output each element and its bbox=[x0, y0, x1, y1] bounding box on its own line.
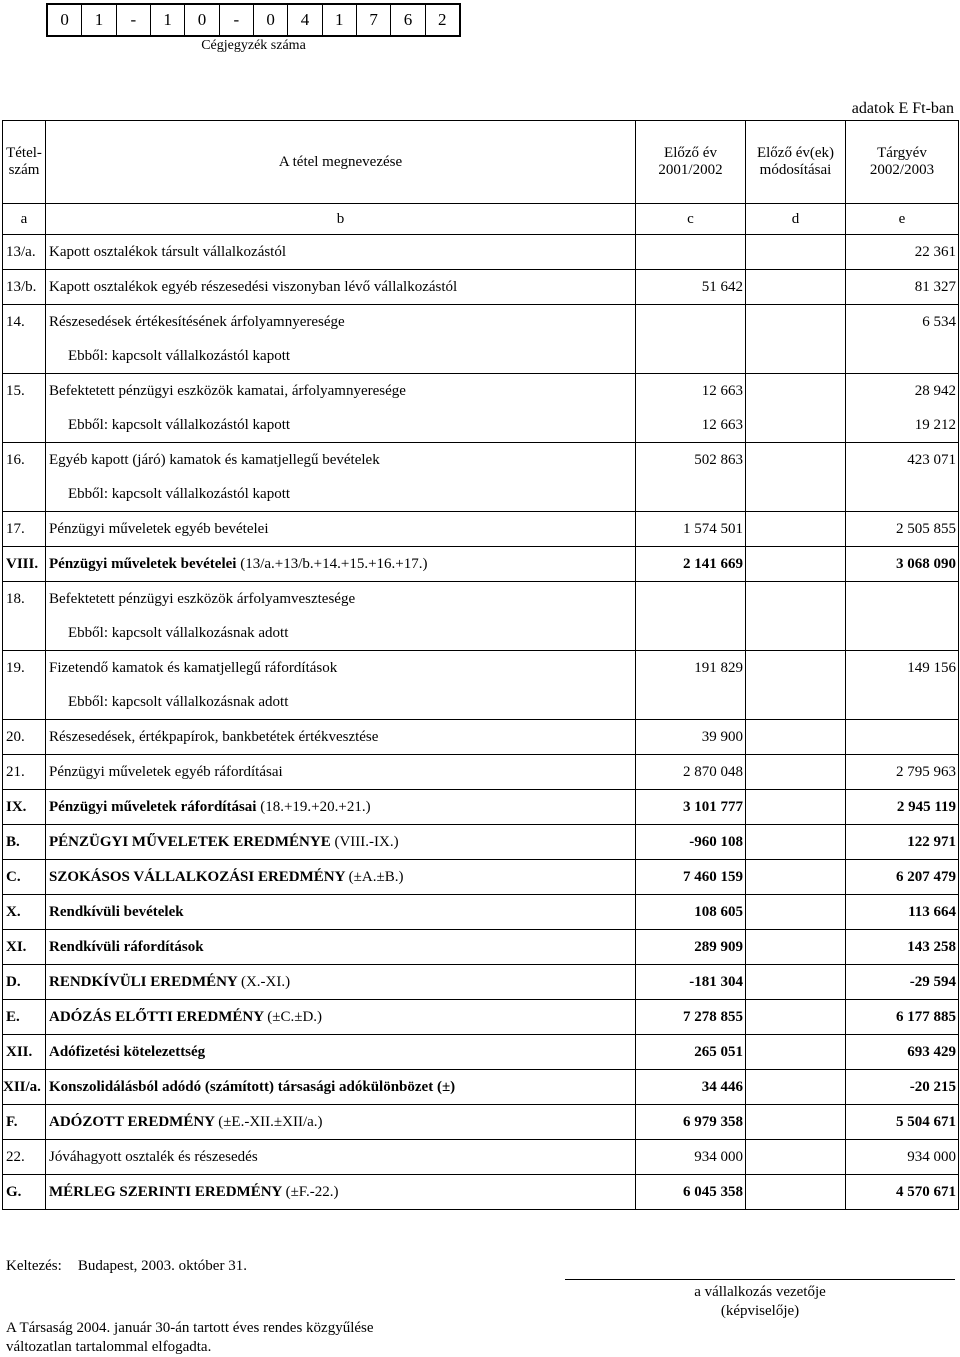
row-name-text: Kapott osztalékok társult vállalkozástól bbox=[49, 243, 287, 260]
row-name-text: Ebből: kapcsolt vállalkozásnak adott bbox=[68, 693, 289, 710]
row-value-mod bbox=[746, 1070, 846, 1105]
row-value-mod bbox=[746, 685, 846, 720]
table-row bbox=[3, 895, 959, 930]
row-name-text: Részesedések értékesítésének árfolyamnyeresége bbox=[49, 313, 345, 330]
table-header-row bbox=[3, 121, 959, 204]
column-letter: b bbox=[46, 204, 636, 235]
column-letter: a bbox=[3, 204, 46, 235]
row-name bbox=[46, 685, 636, 720]
row-value-curr: 149 156 bbox=[846, 651, 959, 686]
row-value-curr: 81 327 bbox=[846, 270, 959, 305]
table-row bbox=[3, 1070, 959, 1105]
row-name-text: MÉRLEG SZERINTI EREDMÉNY bbox=[49, 1183, 282, 1200]
row-code: F. bbox=[3, 1105, 46, 1140]
table-row bbox=[3, 512, 959, 547]
row-name bbox=[46, 860, 636, 895]
registry-digit: 6 bbox=[391, 5, 425, 35]
row-value-prev: 12 663 bbox=[636, 408, 746, 443]
financial-table bbox=[2, 120, 959, 1210]
row-name bbox=[46, 374, 636, 409]
row-formula: (±C.±D.) bbox=[267, 1008, 323, 1025]
row-code: 16. bbox=[3, 443, 46, 478]
header-previous-year: Előző év 2001/2002 bbox=[636, 121, 746, 204]
row-name bbox=[46, 235, 636, 270]
row-value-prev: 2 141 669 bbox=[636, 547, 746, 582]
row-formula: (±F.-22.) bbox=[285, 1183, 339, 1200]
row-value-curr: 2 795 963 bbox=[846, 755, 959, 790]
row-code bbox=[3, 685, 46, 720]
row-formula: (±E.-XII.±XII/a.) bbox=[218, 1113, 323, 1130]
row-code: D. bbox=[3, 965, 46, 1000]
row-value-mod bbox=[746, 235, 846, 270]
row-name-text: Pénzügyi műveletek ráfordításai bbox=[49, 798, 257, 815]
row-value-curr: 6 534 bbox=[846, 305, 959, 340]
row-value-prev bbox=[636, 339, 746, 374]
row-code: 13/a. bbox=[3, 235, 46, 270]
row-value-prev bbox=[636, 235, 746, 270]
row-name-text: Jóváhagyott osztalék és részesedés bbox=[49, 1148, 258, 1165]
row-value-mod bbox=[746, 825, 846, 860]
date-label: Keltezés: bbox=[6, 1258, 62, 1274]
row-formula: (13/a.+13/b.+14.+15.+16.+17.) bbox=[240, 555, 428, 572]
signature-title: a vállalkozás vezetője bbox=[694, 1284, 826, 1300]
approval-note-line: A Társaság 2004. január 30-án tartott éves rendes közgyűlése bbox=[6, 1320, 374, 1336]
row-name bbox=[46, 965, 636, 1000]
row-code: G. bbox=[3, 1175, 46, 1210]
row-value-mod bbox=[746, 1140, 846, 1175]
row-name-text: Pénzügyi műveletek egyéb bevételei bbox=[49, 520, 269, 537]
row-value-mod bbox=[746, 408, 846, 443]
row-value-curr bbox=[846, 477, 959, 512]
table-row bbox=[3, 1140, 959, 1175]
row-value-mod bbox=[746, 790, 846, 825]
row-value-curr: 2 945 119 bbox=[846, 790, 959, 825]
row-value-curr: 6 207 479 bbox=[846, 860, 959, 895]
row-code bbox=[3, 408, 46, 443]
row-value-prev: 6 045 358 bbox=[636, 1175, 746, 1210]
signature-subtitle: (képviselője) bbox=[720, 1303, 800, 1319]
row-name-text: Rendkívüli bevételek bbox=[49, 903, 184, 920]
row-value-prev bbox=[636, 685, 746, 720]
row-name bbox=[46, 755, 636, 790]
row-name-text: Ebből: kapcsolt vállalkozástól kapott bbox=[68, 416, 291, 433]
row-name bbox=[46, 1175, 636, 1210]
row-value-mod bbox=[746, 1175, 846, 1210]
row-name bbox=[46, 270, 636, 305]
row-code: 21. bbox=[3, 755, 46, 790]
row-name-text: RENDKÍVÜLI EREDMÉNY bbox=[49, 973, 238, 990]
table-row bbox=[3, 651, 959, 686]
row-value-curr: 22 361 bbox=[846, 235, 959, 270]
row-code: XII. bbox=[3, 1035, 46, 1070]
row-formula: (X.-XI.) bbox=[240, 973, 291, 990]
row-name bbox=[46, 443, 636, 478]
row-value-curr bbox=[846, 616, 959, 651]
row-name-text: Rendkívüli ráfordítások bbox=[49, 938, 204, 955]
row-name-text: Adófizetési kötelezettség bbox=[49, 1043, 206, 1060]
row-code: B. bbox=[3, 825, 46, 860]
row-value-mod bbox=[746, 582, 846, 617]
table-row bbox=[3, 443, 959, 478]
row-name-text: Ebből: kapcsolt vállalkozásnak adott bbox=[68, 624, 289, 641]
table-row bbox=[3, 1000, 959, 1035]
date-line bbox=[6, 1258, 247, 1275]
row-name-text: Pénzügyi műveletek egyéb ráfordításai bbox=[49, 763, 283, 780]
row-name-text: ADÓZOTT EREDMÉNY bbox=[49, 1113, 215, 1130]
table-row bbox=[3, 685, 959, 720]
row-value-curr: 143 258 bbox=[846, 930, 959, 965]
registry-digit: - bbox=[117, 5, 151, 35]
row-value-prev: 51 642 bbox=[636, 270, 746, 305]
registry-number-box bbox=[46, 3, 461, 37]
row-name bbox=[46, 582, 636, 617]
table-row bbox=[3, 965, 959, 1000]
row-value-mod bbox=[746, 895, 846, 930]
row-name bbox=[46, 930, 636, 965]
row-name bbox=[46, 305, 636, 340]
row-name bbox=[46, 1000, 636, 1035]
row-value-curr: 5 504 671 bbox=[846, 1105, 959, 1140]
table-row bbox=[3, 270, 959, 305]
row-code bbox=[3, 616, 46, 651]
row-value-mod bbox=[746, 930, 846, 965]
row-name-text: Befektetett pénzügyi eszközök árfolyamvesztesége bbox=[49, 590, 356, 607]
header-modifications: Előző év(ek) módosításai bbox=[746, 121, 846, 204]
row-value-prev: 1 574 501 bbox=[636, 512, 746, 547]
row-code: 15. bbox=[3, 374, 46, 409]
row-value-curr: 423 071 bbox=[846, 443, 959, 478]
row-value-mod bbox=[746, 616, 846, 651]
row-value-prev: 3 101 777 bbox=[636, 790, 746, 825]
row-value-prev: 265 051 bbox=[636, 1035, 746, 1070]
row-name-text: Pénzügyi műveletek bevételei bbox=[49, 555, 237, 572]
row-value-mod bbox=[746, 339, 846, 374]
table-row bbox=[3, 825, 959, 860]
row-name-text: ADÓZÁS ELŐTTI EREDMÉNY bbox=[49, 1008, 264, 1025]
table-row bbox=[3, 790, 959, 825]
row-name bbox=[46, 1105, 636, 1140]
row-name-text: Egyéb kapott (járó) kamatok és kamatjellegű bevételek bbox=[49, 451, 380, 468]
row-name bbox=[46, 1140, 636, 1175]
row-formula: (18.+19.+20.+21.) bbox=[260, 798, 371, 815]
row-name bbox=[46, 1070, 636, 1105]
row-value-prev bbox=[636, 305, 746, 340]
table-row bbox=[3, 477, 959, 512]
approval-note bbox=[6, 1319, 374, 1357]
table-row bbox=[3, 755, 959, 790]
row-value-curr: -20 215 bbox=[846, 1070, 959, 1105]
row-value-curr: 2 505 855 bbox=[846, 512, 959, 547]
row-name bbox=[46, 547, 636, 582]
row-value-mod bbox=[746, 305, 846, 340]
row-value-mod bbox=[746, 1105, 846, 1140]
row-code: C. bbox=[3, 860, 46, 895]
row-name bbox=[46, 408, 636, 443]
row-name bbox=[46, 651, 636, 686]
column-letter: c bbox=[636, 204, 746, 235]
row-value-curr bbox=[846, 582, 959, 617]
row-name-text: Részesedések, értékpapírok, bankbetétek értékvesztése bbox=[49, 728, 379, 745]
row-value-prev: 6 979 358 bbox=[636, 1105, 746, 1140]
row-value-curr bbox=[846, 720, 959, 755]
row-name-text: PÉNZÜGYI MŰVELETEK EREDMÉNYE bbox=[49, 833, 331, 850]
row-name bbox=[46, 616, 636, 651]
row-value-prev: 39 900 bbox=[636, 720, 746, 755]
row-value-mod bbox=[746, 477, 846, 512]
row-value-mod bbox=[746, 651, 846, 686]
table-row bbox=[3, 235, 959, 270]
column-letter: e bbox=[846, 204, 959, 235]
row-value-mod bbox=[746, 755, 846, 790]
table-row bbox=[3, 339, 959, 374]
row-name bbox=[46, 1035, 636, 1070]
row-value-curr bbox=[846, 339, 959, 374]
column-letter: d bbox=[746, 204, 846, 235]
header-item-number: Tétel- szám bbox=[3, 121, 46, 204]
row-value-prev bbox=[636, 616, 746, 651]
row-value-mod bbox=[746, 512, 846, 547]
registry-digit: 1 bbox=[151, 5, 185, 35]
row-value-prev: 502 863 bbox=[636, 443, 746, 478]
row-value-prev: 289 909 bbox=[636, 930, 746, 965]
row-code bbox=[3, 477, 46, 512]
row-value-prev: 34 446 bbox=[636, 1070, 746, 1105]
row-name bbox=[46, 790, 636, 825]
row-name-text: Fizetendő kamatok és kamatjellegű ráfordítások bbox=[49, 659, 338, 676]
row-code: 13/b. bbox=[3, 270, 46, 305]
row-value-mod bbox=[746, 965, 846, 1000]
row-code: VIII. bbox=[3, 547, 46, 582]
row-value-prev: -181 304 bbox=[636, 965, 746, 1000]
row-value-curr: 693 429 bbox=[846, 1035, 959, 1070]
table-row bbox=[3, 1175, 959, 1210]
row-value-mod bbox=[746, 720, 846, 755]
row-value-mod bbox=[746, 547, 846, 582]
row-name-text: SZOKÁSOS VÁLLALKOZÁSI EREDMÉNY bbox=[49, 868, 345, 885]
row-name bbox=[46, 720, 636, 755]
table-row bbox=[3, 616, 959, 651]
row-value-mod bbox=[746, 860, 846, 895]
row-name-text: Ebből: kapcsolt vállalkozástól kapott bbox=[68, 485, 291, 502]
row-code: X. bbox=[3, 895, 46, 930]
column-letters-row bbox=[3, 204, 959, 235]
row-value-prev: 12 663 bbox=[636, 374, 746, 409]
row-value-curr: 6 177 885 bbox=[846, 1000, 959, 1035]
row-value-curr: 4 570 671 bbox=[846, 1175, 959, 1210]
row-value-curr bbox=[846, 685, 959, 720]
row-value-curr: 122 971 bbox=[846, 825, 959, 860]
row-value-curr: -29 594 bbox=[846, 965, 959, 1000]
table-row bbox=[3, 1035, 959, 1070]
row-value-mod bbox=[746, 270, 846, 305]
registry-digit: 0 bbox=[185, 5, 219, 35]
row-name-text: Ebből: kapcsolt vállalkozástól kapott bbox=[68, 347, 291, 364]
date-value: Budapest, 2003. október 31. bbox=[77, 1258, 247, 1274]
registry-digit: - bbox=[220, 5, 254, 35]
registry-digit: 0 bbox=[254, 5, 288, 35]
row-code: 18. bbox=[3, 582, 46, 617]
row-value-prev bbox=[636, 582, 746, 617]
row-code bbox=[3, 339, 46, 374]
row-code: 22. bbox=[3, 1140, 46, 1175]
table-row bbox=[3, 930, 959, 965]
table-row bbox=[3, 582, 959, 617]
row-value-curr: 3 068 090 bbox=[846, 547, 959, 582]
row-value-prev: -960 108 bbox=[636, 825, 746, 860]
unit-note: adatok E Ft-ban bbox=[851, 100, 954, 117]
header-item-name: A tétel megnevezése bbox=[46, 121, 636, 204]
row-value-prev: 7 278 855 bbox=[636, 1000, 746, 1035]
row-code: 14. bbox=[3, 305, 46, 340]
registry-digit: 0 bbox=[48, 5, 82, 35]
table-row bbox=[3, 305, 959, 340]
header-current-year: Tárgyév 2002/2003 bbox=[846, 121, 959, 204]
row-value-prev: 191 829 bbox=[636, 651, 746, 686]
row-value-prev: 108 605 bbox=[636, 895, 746, 930]
signature-label bbox=[565, 1283, 955, 1321]
row-value-curr: 19 212 bbox=[846, 408, 959, 443]
row-value-prev bbox=[636, 477, 746, 512]
approval-note-line: változatlan tartalommal elfogadta. bbox=[6, 1339, 212, 1355]
table-row bbox=[3, 720, 959, 755]
registry-digit: 1 bbox=[323, 5, 357, 35]
row-code: IX. bbox=[3, 790, 46, 825]
row-value-curr: 113 664 bbox=[846, 895, 959, 930]
row-name bbox=[46, 895, 636, 930]
registry-label: Cégjegyzék száma bbox=[201, 38, 306, 53]
row-value-curr: 28 942 bbox=[846, 374, 959, 409]
row-formula: (VIII.-IX.) bbox=[334, 833, 399, 850]
row-name-text: Kapott osztalékok egyéb részesedési viszonyban lévő vállalkozástól bbox=[49, 278, 458, 295]
row-code: E. bbox=[3, 1000, 46, 1035]
row-value-mod bbox=[746, 374, 846, 409]
row-name bbox=[46, 825, 636, 860]
table-row bbox=[3, 1105, 959, 1140]
row-code: 17. bbox=[3, 512, 46, 547]
row-value-curr: 934 000 bbox=[846, 1140, 959, 1175]
registry-digit: 7 bbox=[357, 5, 391, 35]
row-name bbox=[46, 339, 636, 374]
table-row bbox=[3, 547, 959, 582]
row-value-prev: 934 000 bbox=[636, 1140, 746, 1175]
row-name bbox=[46, 477, 636, 512]
signature-line bbox=[565, 1279, 955, 1280]
row-name bbox=[46, 512, 636, 547]
row-value-mod bbox=[746, 443, 846, 478]
table-row bbox=[3, 860, 959, 895]
row-value-mod bbox=[746, 1035, 846, 1070]
table-row bbox=[3, 408, 959, 443]
row-code: XII/a. bbox=[3, 1070, 46, 1105]
row-value-prev: 7 460 159 bbox=[636, 860, 746, 895]
row-code: XI. bbox=[3, 930, 46, 965]
registry-digit: 1 bbox=[82, 5, 116, 35]
row-name-text: Befektetett pénzügyi eszközök kamatai, árfolyamnyeresége bbox=[49, 382, 406, 399]
row-value-prev: 2 870 048 bbox=[636, 755, 746, 790]
registry-digit: 4 bbox=[288, 5, 322, 35]
row-code: 20. bbox=[3, 720, 46, 755]
row-name-text: Konszolidálásból adódó (számított) társasági adókülönbözet (±) bbox=[49, 1078, 456, 1095]
registry-digit: 2 bbox=[438, 10, 447, 29]
row-formula: (±A.±B.) bbox=[348, 868, 404, 885]
row-value-mod bbox=[746, 1000, 846, 1035]
table-row bbox=[3, 374, 959, 409]
row-code: 19. bbox=[3, 651, 46, 686]
